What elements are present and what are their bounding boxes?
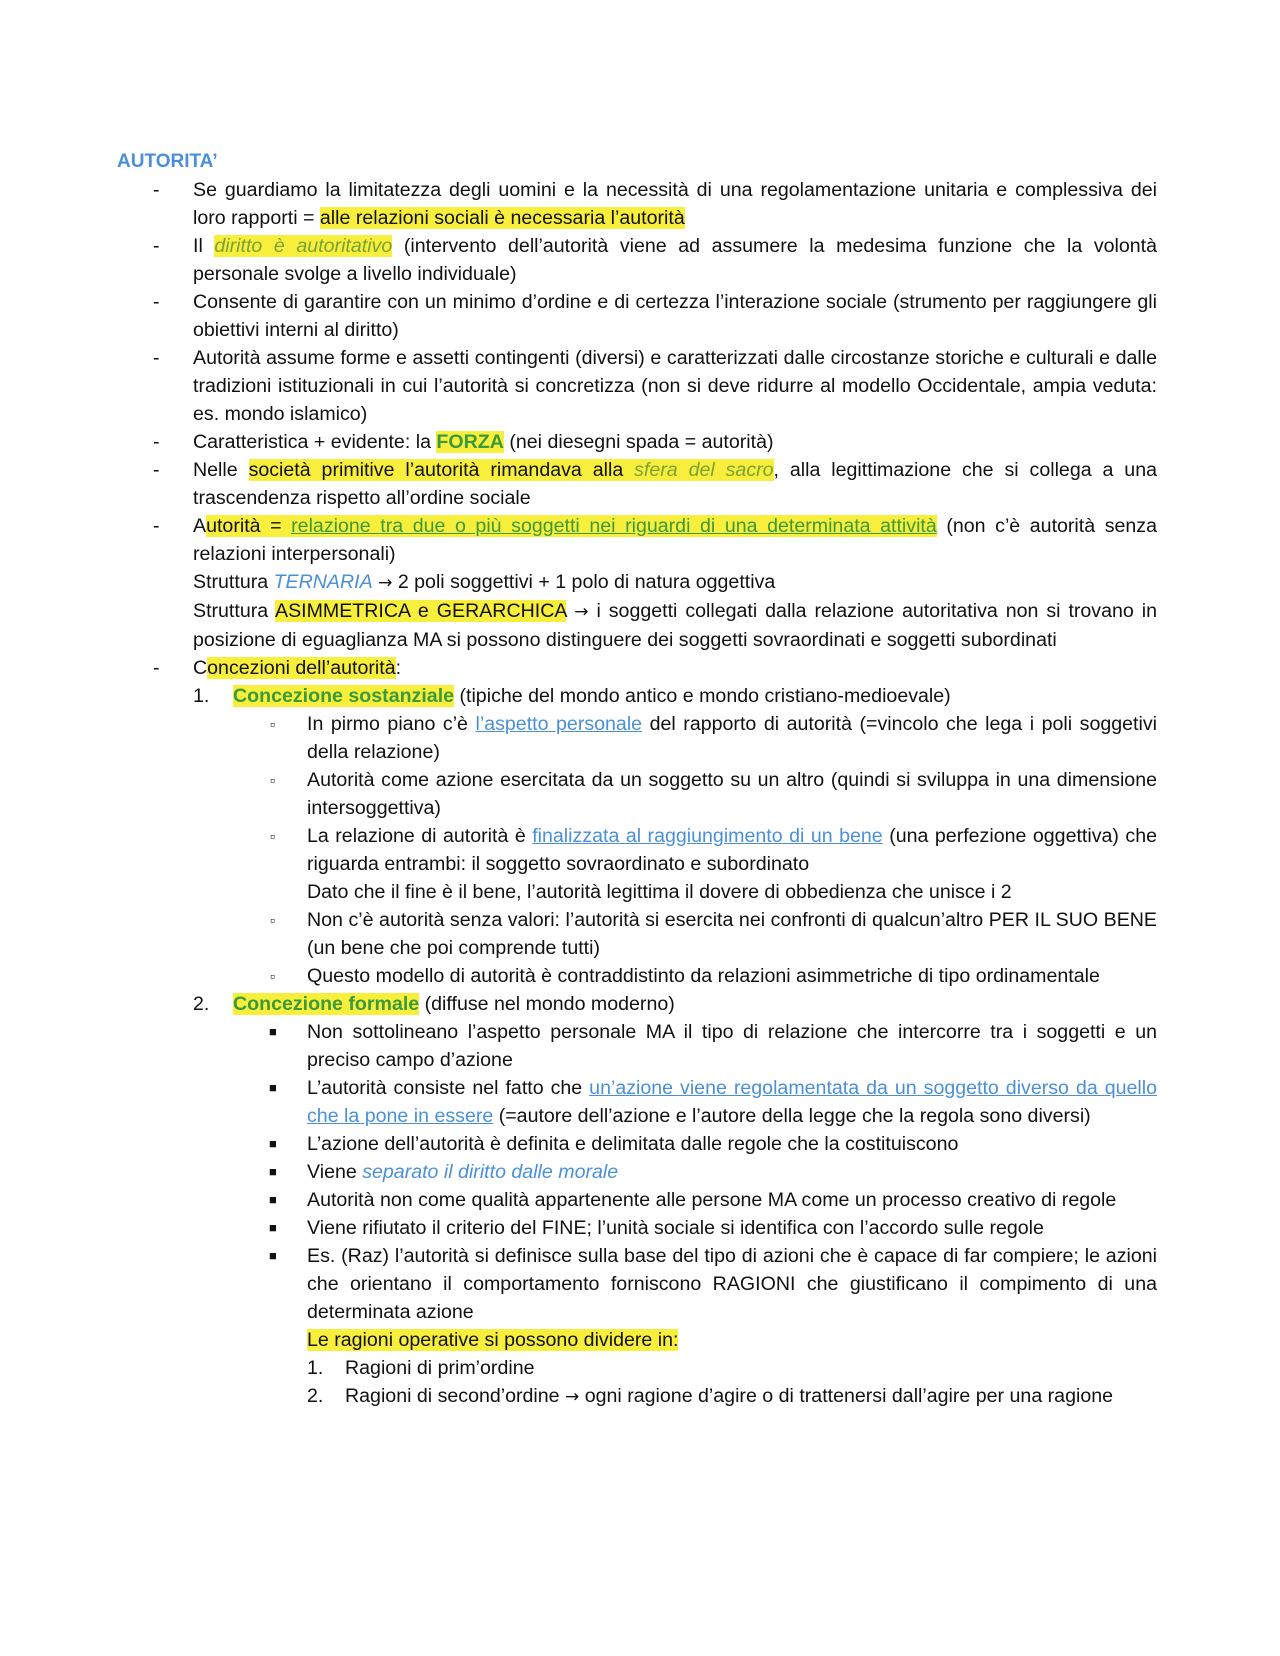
italic-term: TERNARIA (273, 571, 373, 593)
list-item: - Se guardiamo la limitatezza degli uomini e la necessità di una regolamentazione unitaria e complessiva dei loro rapporti = alle relazioni sociali è necessaria l’autorità (117, 176, 1157, 232)
sub-item: ■ L’azione dell’autorità è definita e delimitata dalle regole che la costituiscono (117, 1130, 1157, 1158)
list-item: - Il diritto è autoritativo (intervento dell’autorità viene ad assumere la medesima funzione che la volontà personale svolge a livello individuale) (117, 232, 1157, 288)
sub-item: ■ Viene rifiutato il criterio del FINE; l’unità sociale si identifica con l’accordo sulle regole (117, 1214, 1157, 1242)
arrow-icon: → (565, 1387, 580, 1407)
dash-bullet: - (153, 235, 160, 257)
sub-item: ■ Viene separato il diritto dalle morale (117, 1158, 1157, 1186)
sub-item: ▫ In pirmo piano c’è l’aspetto personale del rapporto di autorità (=vincolo che lega i poli soggetivi della relazione) (117, 710, 1157, 766)
item-number: 2. (193, 993, 210, 1015)
highlight-underline: ne tra due o più soggetti nei riguardi di una determinata attività (348, 515, 937, 537)
sub-item-continuation (117, 1326, 1157, 1354)
item-number: 1. (193, 685, 210, 707)
sub-item-continuation: Dato che il fine è il bene, l’autorità legittima il dovere di obbedienza che unisce i 2 (307, 881, 1012, 903)
dash-bullet: - (153, 515, 160, 537)
nested-numbered-item: 2. Ragioni di second’ordine → ogni ragione d’agire o di trattenersi dall’agire per una ragione (117, 1382, 1157, 1411)
sub-item: ▫ La relazione di autorità è finalizzata al raggiungimento di un bene (una perfezione oggettiva) che riguarda entrambi: il soggetto sovraordinato e subordinato (117, 822, 1157, 878)
square-bullet-icon: ▫ (270, 772, 275, 788)
highlight-italic: diritto è autoritativo (214, 235, 393, 257)
highlight: oncezioni dell’autorità (207, 657, 396, 679)
square-bullet-icon: ▫ (270, 912, 275, 928)
highlight-bold: FORZA (436, 431, 504, 453)
sub-item: ■ Autorità non come qualità appartenente alle persone MA come un processo creativo di regole (117, 1186, 1157, 1214)
filled-square-bullet-icon: ■ (269, 1248, 277, 1263)
dash-bullet: - (153, 431, 160, 453)
section-title: AUTORITA’ (117, 151, 218, 172)
dash-bullet: - (153, 459, 160, 481)
sub-item: ▫ Non c’è autorità senza valori: l’autorità si esercita nei confronti di qualcun’altro PER IL SUO BENE (un bene che poi comprende tutti) (117, 906, 1157, 962)
structure-line: Struttura ASIMMETRICA e GERARCHICA → i soggetti collegati dalla relazione autoritativa non si trovano in posizione di eguaglianza MA si possono distinguere dei soggetti sovraordinati e soggetti subordinati (193, 600, 1157, 651)
filled-square-bullet-icon: ■ (269, 1136, 277, 1151)
sub-item: ▫ Autorità come azione esercitata da un soggetto su un altro (quindi si sviluppa in una dimensione intersoggettiva) (117, 766, 1157, 822)
numbered-item: 1. Concezione sostanziale (tipiche del mondo antico e mondo cristiano-medioevale) (117, 682, 1157, 710)
numbered-item: 2. Concezione formale (diffuse nel mondo moderno) (117, 990, 1157, 1018)
structure-line: Struttura TERNARIA → 2 poli soggettivi + 1 polo di natura oggettiva (193, 571, 776, 593)
highlight-italic: sfera del sacro (634, 459, 774, 481)
filled-square-bullet-icon: ■ (269, 1220, 277, 1235)
highlight: Le ragioni operative si possono dividere in: (307, 1329, 679, 1351)
dash-bullet: - (153, 291, 160, 313)
filled-square-bullet-icon: ■ (269, 1024, 277, 1039)
list-item: - Caratteristica + evidente: la FORZA (nei diesegni spada = autorità) (117, 428, 1157, 456)
highlight-underline: relazio (291, 515, 349, 537)
square-bullet-icon: ▫ (270, 828, 275, 844)
underlined-term: finalizzata al raggiungimento di un bene (532, 825, 883, 847)
list-item: - Autorità assume forme e assetti contingenti (diversi) e caratterizzati dalle circostanze storiche e culturali e dalle tradizioni istituzionali in cui l’autorità si concretizza (non si deve ridurre al modello Occidentale, ampia veduta: es. mondo islamico) (117, 344, 1157, 428)
italic-term: separato il diritto dalle morale (362, 1161, 619, 1183)
highlight: società primitive l’autorità rimandava alla (248, 459, 635, 481)
nested-numbered-item: 1. Ragioni di prim’ordine (117, 1354, 1157, 1382)
square-bullet-icon: ▫ (270, 716, 275, 732)
highlight-bold: Concezione formale (233, 993, 420, 1015)
dash-bullet: - (153, 657, 160, 679)
list-item: - Nelle società primitive l’autorità rimandava alla sfera del sacro, alla legittimazione che si collega a una trascendenza rispetto all’ordine sociale (117, 456, 1157, 512)
sub-item: ■ L’autorità consiste nel fatto che un’azione viene regolamentata da un soggetto diverso da quello che la pone in essere (=autore dell’azione e l’autore della legge che la regola sono diversi) (117, 1074, 1157, 1130)
underlined-term: l’aspetto personale (475, 713, 643, 735)
arrow-icon: → (574, 602, 589, 622)
highlight-bold: Concezione sostanziale (233, 685, 455, 707)
list-item: - Concezioni dell’autorità: (117, 654, 1157, 682)
list-item: - Consente di garantire con un minimo d’ordine e di certezza l’interazione sociale (strumento per raggiungere gli obiettivi interni al diritto) (117, 288, 1157, 344)
highlight: ASIMMETRICA e GERARCHICA (275, 600, 567, 622)
arrow-icon: → (378, 573, 393, 593)
list-item: - Autorità = relazione tra due o più soggetti nei riguardi di una determinata attività (non c’è autorità senza relazioni interpersonali) (117, 512, 1157, 568)
filled-square-bullet-icon: ■ (269, 1164, 277, 1179)
item-number: 1. (307, 1357, 324, 1379)
item-number: 2. (307, 1385, 324, 1407)
dash-bullet: - (153, 347, 160, 369)
square-bullet-icon: ▫ (270, 968, 275, 984)
filled-square-bullet-icon: ■ (269, 1192, 277, 1207)
document-page (117, 148, 1157, 1411)
dash-bullet: - (153, 179, 160, 201)
filled-square-bullet-icon: ■ (269, 1080, 277, 1095)
sub-item: ■ Es. (Raz) l’autorità si definisce sulla base del tipo di azioni che è capace di far compiere; le azioni che orientano il comportamento forniscono RAGIONI che giustificano il compimento di una determinata azione (117, 1242, 1157, 1326)
highlight: utorità = (206, 515, 292, 537)
sub-item: ■ Non sottolineano l’aspetto personale MA il tipo di relazione che intercorre tra i soggetti e un preciso campo d’azione (117, 1018, 1157, 1074)
highlight: alle relazioni sociali è necessaria l’autorità (319, 207, 685, 229)
underlined-term: un’azione viene regolamentata da un soggetto diverso da quello che la pone in essere (307, 1077, 1158, 1127)
sub-item: ▫ Questo modello di autorità è contraddistinto da relazioni asimmetriche di tipo ordinamentale (117, 962, 1157, 990)
